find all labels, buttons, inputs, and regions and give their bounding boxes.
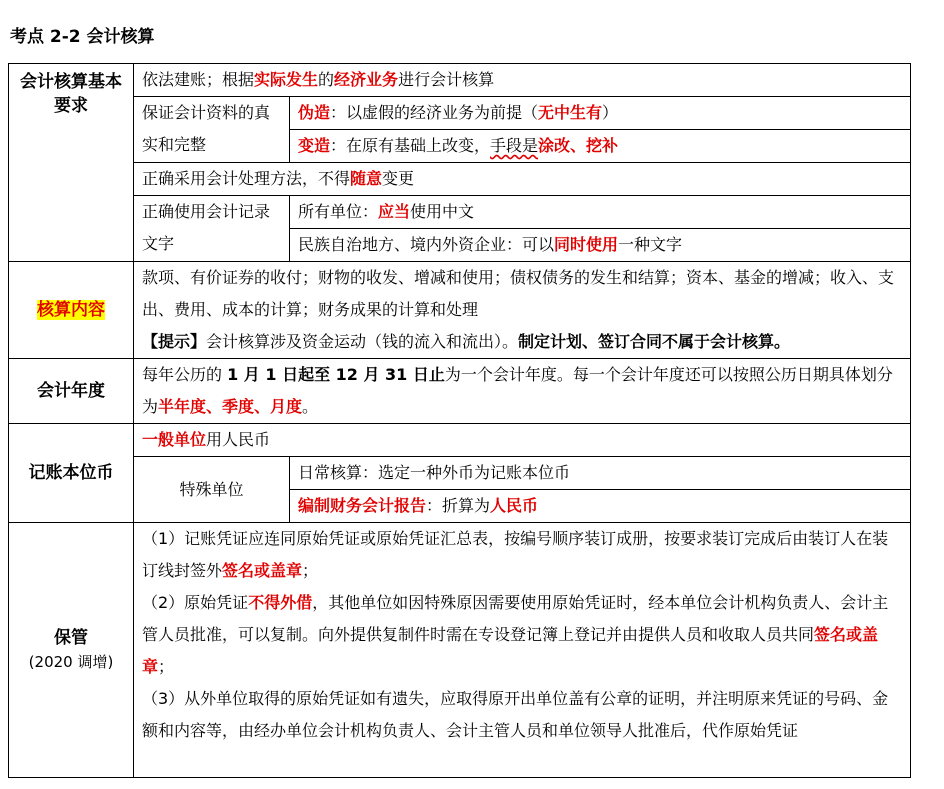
content-header: 核算内容 — [9, 262, 134, 359]
currency-header: 记账本位币 — [9, 424, 134, 523]
req-sub1-alter: 变造：在原有基础上改变，手段是涂改、挖补 — [290, 130, 911, 163]
accounting-table — [8, 63, 911, 778]
req-sub1-label: 保证会计资料的真实和完整 — [134, 97, 290, 163]
year-cell: 每年公历的 1 月 1 日起至 12 月 31 日止为一个会计年度。每一个会计年度还可以按照公历日期具体划分为半年度、季度、月度。 — [134, 359, 911, 424]
req-sub1-forge: 伪造：以虚假的经济业务为前提（无中生有） — [290, 97, 911, 130]
req-sub2-label: 正确使用会计记录文字 — [134, 196, 290, 262]
req-line1: 依法建账；根据实际发生的经济业务进行会计核算 — [134, 64, 911, 97]
page-title: 考点 2-2 会计核算 — [10, 27, 155, 47]
req-sub2-ethnic: 民族自治地方、境内外资企业：可以同时使用一种文字 — [290, 229, 911, 262]
content-cell: 款项、有价证券的收付；财物的收发、增减和使用；债权债务的发生和结算；资本、基金的增减；收入、支出、费用、成本的计算；财务成果的计算和处理 【提示】会计核算涉及资金运动（钱的流入和流出）。制定计划、签订合同不属于会计核算。 — [134, 262, 911, 359]
keep-cell: （1）记账凭证应连同原始凭证或原始凭证汇总表，按编号顺序装订成册，按要求装订完成后由装订人在装订线封签外签名或盖章； （2）原始凭证不得外借，其他单位如因特殊原因需要使用原始凭证时，经本单位会计机构负责人、会计主管人员批准，可以复制。向外提供复制件时需在专设登记簿上登记并由提供人员和收取人员共同签名或盖章； （3）从外单位取得的原始凭证如有遗失，应取得原开出单位盖有公章的证明，并注明原来凭证的号码、金额和内容等，由经办单位会计机构负责人、会计主管人员和单位领导人批准后，代作原始凭证 — [134, 523, 911, 778]
req-line2: 正确采用会计处理方法，不得随意变更 — [134, 163, 911, 196]
keep-header: 保管 (2020 调增) — [9, 523, 134, 778]
currency-special-label: 特殊单位 — [134, 457, 290, 523]
currency-special-daily: 日常核算：选定一种外币为记账本位币 — [290, 457, 911, 490]
req-header: 会计核算基本要求 — [9, 64, 134, 262]
req-sub2-all: 所有单位：应当使用中文 — [290, 196, 911, 229]
currency-general: 一般单位用人民币 — [134, 424, 911, 457]
year-header: 会计年度 — [9, 359, 134, 424]
currency-special-report: 编制财务会计报告：折算为人民币 — [290, 490, 911, 523]
